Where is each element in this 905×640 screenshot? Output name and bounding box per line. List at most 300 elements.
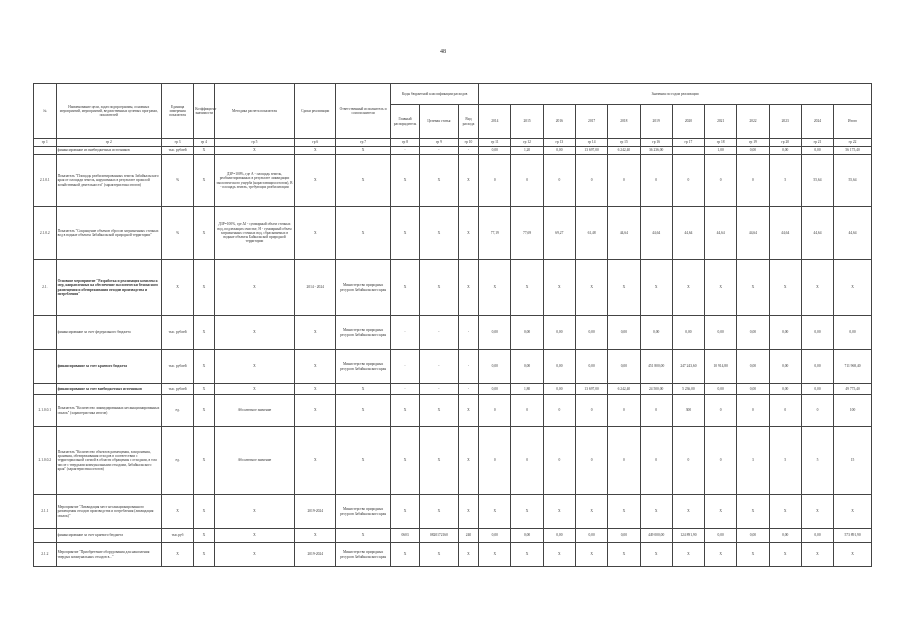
- table-cell: 44,64: [640, 207, 672, 260]
- table-cell: 0,00: [479, 529, 511, 543]
- table-cell: тыс. рублей: [161, 147, 193, 155]
- table-cell: 573 891,90: [834, 529, 872, 543]
- table-cell: -: [420, 384, 459, 395]
- table-cell: X: [194, 147, 214, 155]
- table-cell: 0: [769, 395, 801, 427]
- table-cell: 0,00: [608, 350, 640, 384]
- table-cell: X: [194, 350, 214, 384]
- column-number-cell: гр 9: [420, 139, 459, 147]
- header-budget-codes: Коды бюджетной классификации расходов: [391, 84, 479, 105]
- table-cell: X: [391, 155, 420, 207]
- table-cell: X: [336, 147, 391, 155]
- column-number-cell: гр 2: [56, 139, 161, 147]
- table-cell: 0,00: [705, 529, 737, 543]
- table-cell: X: [420, 207, 459, 260]
- table-row: [34, 260, 872, 316]
- table-cell: X: [214, 147, 295, 155]
- table-cell: 2019-2024: [295, 543, 336, 567]
- header-coef: Коэффициент значимости: [194, 84, 214, 139]
- table-cell: 13 697,00: [575, 384, 607, 395]
- header-year: 2022: [737, 105, 769, 139]
- table-cell: X: [737, 495, 769, 529]
- table-cell: %: [161, 207, 193, 260]
- table-cell: X: [479, 495, 511, 529]
- table-cell: X: [295, 147, 336, 155]
- table-cell: 1,80: [511, 384, 543, 395]
- table-cell: -: [391, 384, 420, 395]
- table-cell: 0,00: [737, 147, 769, 155]
- table-cell: 56 175,40: [834, 147, 872, 155]
- table-cell: 0,00: [801, 316, 833, 350]
- header-year: 2020: [672, 105, 704, 139]
- column-number-cell: гр 7: [336, 139, 391, 147]
- table-cell: ДЗР=100%, где А - площадь земель, реабилитированных в результате ликвидации экологического ущерба (нарастающим итогом), В - площадь земель, требующих реабилитации: [214, 155, 295, 207]
- header-year: 2014: [479, 105, 511, 139]
- table-cell: [34, 350, 57, 384]
- table-cell: 711 968,40: [834, 350, 872, 384]
- table-cell: X: [391, 207, 420, 260]
- header-section: Целевая статья: [420, 105, 459, 139]
- table-cell: ед.: [161, 395, 193, 427]
- table-cell: X: [194, 529, 214, 543]
- table-cell: X: [420, 260, 459, 316]
- column-number-cell: гр 10: [458, 139, 478, 147]
- header-year: 2017: [575, 105, 607, 139]
- table-cell: Министерство природных ресурсов Забайкальского края: [336, 316, 391, 350]
- column-number-cell: гр 20: [769, 139, 801, 147]
- table-cell: 61,48: [575, 207, 607, 260]
- table-cell: финансирование из внебюджетных источников: [56, 147, 161, 155]
- table-cell: Абсолютное значение: [214, 427, 295, 495]
- table-cell: X: [295, 529, 336, 543]
- column-number-cell: гр 15: [608, 139, 640, 147]
- table-cell: тыс. рублей: [161, 350, 193, 384]
- table-cell: X: [458, 395, 478, 427]
- table-cell: 2019-2024: [295, 495, 336, 529]
- table-cell: -: [458, 147, 478, 155]
- table-cell: X: [801, 260, 833, 316]
- column-number-cell: гр 16: [640, 139, 672, 147]
- table-cell: X: [458, 207, 478, 260]
- table-cell: X: [295, 316, 336, 350]
- table-cell: X: [161, 260, 193, 316]
- table-cell: Мероприятие "Ликвидация мест несанкционированного размещения отходов производства и потребления (ликвидация свалок)": [56, 495, 161, 529]
- table-cell: финансирование за счет краевого бюджета: [56, 350, 161, 384]
- table-cell: X: [672, 495, 704, 529]
- table-cell: X: [834, 260, 872, 316]
- table-cell: 0,00: [801, 529, 833, 543]
- header-unit: Единица измерения показателя: [161, 84, 193, 139]
- table-cell: 240: [458, 529, 478, 543]
- table-cell: X: [511, 495, 543, 529]
- table-cell: -: [391, 316, 420, 350]
- header-name: Наименование цели, задач подпрограммы, основных мероприятий, мероприятий, ведомственных целевых программ, показателей: [56, 84, 161, 139]
- table-cell: 0,00: [705, 316, 737, 350]
- table-cell: X: [420, 543, 459, 567]
- table-cell: X: [194, 155, 214, 207]
- column-number-cell: гр 19: [737, 139, 769, 147]
- table-row: [34, 395, 872, 427]
- table-cell: 10 914,80: [705, 350, 737, 384]
- table-cell: -: [420, 147, 459, 155]
- table-cell: 55,64: [834, 155, 872, 207]
- table-cell: X: [543, 543, 575, 567]
- table-cell: 0: [801, 395, 833, 427]
- table-cell: X: [194, 427, 214, 495]
- table-cell: 0,00: [769, 529, 801, 543]
- column-number-cell: гр 14: [575, 139, 607, 147]
- table-cell: 0,00: [769, 350, 801, 384]
- table-cell: 0,00: [479, 350, 511, 384]
- table-cell: X: [295, 384, 336, 395]
- table-cell: X: [672, 543, 704, 567]
- table-cell: 6 242,40: [608, 147, 640, 155]
- table-cell: 0: [543, 395, 575, 427]
- table-cell: X: [737, 543, 769, 567]
- table-cell: 0: [737, 395, 769, 427]
- table-cell: 0: [575, 155, 607, 207]
- table-cell: 0,00: [543, 384, 575, 395]
- table-cell: -: [391, 350, 420, 384]
- table-cell: X: [705, 260, 737, 316]
- table-cell: X: [801, 543, 833, 567]
- table-row: [34, 207, 872, 260]
- table-cell: X: [336, 427, 391, 495]
- header-year: 2019: [640, 105, 672, 139]
- table-cell: X: [801, 495, 833, 529]
- table-cell: 2.1.1: [34, 495, 57, 529]
- table-cell: 0: [479, 155, 511, 207]
- table-cell: тыс.руб: [161, 529, 193, 543]
- table-cell: X: [769, 260, 801, 316]
- table-cell: 5 236,00: [672, 384, 704, 395]
- table-cell: 77,19: [479, 207, 511, 260]
- table-cell: 0,00: [479, 316, 511, 350]
- table-cell: 0: [511, 395, 543, 427]
- table-cell: 49 775,40: [834, 384, 872, 395]
- header-year: 2016: [543, 105, 575, 139]
- program-indicators-table: [33, 83, 872, 567]
- table-row: [34, 316, 872, 350]
- table-cell: тыс. рублей: [161, 384, 193, 395]
- table-cell: 1,20: [511, 147, 543, 155]
- table-row: [34, 427, 872, 495]
- table-cell: X: [420, 495, 459, 529]
- column-number-cell: гр 18: [705, 139, 737, 147]
- table-cell: 5: [801, 427, 833, 495]
- table-cell: 0,00: [801, 384, 833, 395]
- table-cell: X: [834, 543, 872, 567]
- table-cell: 44,64: [672, 207, 704, 260]
- table-cell: 0,00: [769, 147, 801, 155]
- table-cell: X: [295, 350, 336, 384]
- table-cell: X: [769, 543, 801, 567]
- table-cell: [34, 316, 57, 350]
- table-cell: 0,00: [801, 147, 833, 155]
- table-cell: [672, 147, 704, 155]
- table-cell: -: [420, 316, 459, 350]
- table-cell: X: [194, 395, 214, 427]
- header-chief-admin: Главный распорядитель: [391, 105, 420, 139]
- table-cell: 15: [834, 427, 872, 495]
- table-cell: тыс. рублей: [161, 316, 193, 350]
- table-cell: 55,64: [801, 155, 833, 207]
- table-cell: X: [391, 495, 420, 529]
- table-cell: X: [511, 260, 543, 316]
- table-cell: 0,00: [801, 350, 833, 384]
- table-cell: 0,00: [479, 384, 511, 395]
- table-cell: 0: [608, 395, 640, 427]
- table-cell: X: [336, 207, 391, 260]
- table-cell: 0: [672, 155, 704, 207]
- header-num: №: [34, 84, 57, 139]
- table-cell: 1,00: [705, 147, 737, 155]
- table-cell: 0,00: [511, 350, 543, 384]
- table-cell: X: [391, 395, 420, 427]
- table-cell: X: [194, 384, 214, 395]
- table-cell: 69,27: [543, 207, 575, 260]
- table-cell: X: [214, 260, 295, 316]
- table-cell: X: [214, 384, 295, 395]
- table-cell: 5: [769, 427, 801, 495]
- table-cell: X: [834, 495, 872, 529]
- table-row: [34, 543, 872, 567]
- table-cell: 0: [543, 427, 575, 495]
- table-cell: X: [672, 260, 704, 316]
- table-cell: 44,64: [834, 207, 872, 260]
- header-year: 2018: [608, 105, 640, 139]
- table-cell: X: [194, 316, 214, 350]
- table-cell: 0,00: [737, 384, 769, 395]
- table-cell: X: [420, 427, 459, 495]
- header-total: Итого: [834, 105, 872, 139]
- table-cell: X: [214, 350, 295, 384]
- table-row: [34, 350, 872, 384]
- table-cell: X: [543, 260, 575, 316]
- table-cell: X: [608, 260, 640, 316]
- table-cell: 0,00: [511, 316, 543, 350]
- table-cell: 24 500,00: [640, 384, 672, 395]
- table-cell: X: [479, 260, 511, 316]
- table-cell: 0: [479, 395, 511, 427]
- table-cell: 0,00: [672, 316, 704, 350]
- table-cell: X: [336, 395, 391, 427]
- table-cell: -: [391, 147, 420, 155]
- table-cell: X: [769, 495, 801, 529]
- table-cell: 0: [705, 427, 737, 495]
- header-values-by-year: Значения по годам реализации: [479, 84, 872, 105]
- table-cell: X: [458, 155, 478, 207]
- table-cell: 0,00: [737, 316, 769, 350]
- table-cell: ед.: [161, 427, 193, 495]
- table-cell: 2.1.0.1: [34, 155, 57, 207]
- table-cell: X: [511, 543, 543, 567]
- table-cell: Министерство природных ресурсов Забайкальского края: [336, 543, 391, 567]
- column-number-cell: гр 13: [543, 139, 575, 147]
- table-cell: [34, 147, 57, 155]
- table-cell: финансирование за счет внебюджетных источников: [56, 384, 161, 395]
- table-cell: X: [458, 260, 478, 316]
- header-method: Методика расчета показателя: [214, 84, 295, 139]
- table-cell: X: [575, 495, 607, 529]
- table-cell: X: [161, 495, 193, 529]
- table-cell: 0,00: [737, 350, 769, 384]
- table-cell: X: [214, 316, 295, 350]
- table-cell: 0,00: [737, 529, 769, 543]
- table-row: [34, 495, 872, 529]
- column-number-cell: гр 4: [194, 139, 214, 147]
- table-row: [34, 529, 872, 543]
- table-cell: X: [458, 427, 478, 495]
- table-cell: 0: [543, 155, 575, 207]
- table-cell: X: [479, 543, 511, 567]
- table-cell: 0: [737, 155, 769, 207]
- table-cell: 44,64: [608, 207, 640, 260]
- table-cell: X: [295, 155, 336, 207]
- table-cell: 0,00: [575, 529, 607, 543]
- table-cell: -: [458, 350, 478, 384]
- header-terms: Сроки реализации: [295, 84, 336, 139]
- table-cell: X: [737, 260, 769, 316]
- column-number-cell: гр 11: [479, 139, 511, 147]
- table-cell: 0,00: [543, 316, 575, 350]
- table-cell: 100: [834, 395, 872, 427]
- table-cell: 124 891,90: [672, 529, 704, 543]
- table-cell: 0,00: [769, 384, 801, 395]
- table-cell: 5: [769, 155, 801, 207]
- table-cell: Показатель "Площадь реабилитированных земель Забайкальского края от площади земель, нарушенных в результате прошлой хозяйственной деятельности" (характеристика итогов): [56, 155, 161, 207]
- table-cell: X: [161, 543, 193, 567]
- table-cell: Мероприятие "Приобретение оборудования для накопления твердых коммунальных отходов в...": [56, 543, 161, 567]
- table-cell: 36 236,00: [640, 147, 672, 155]
- column-number-cell: гр 17: [672, 139, 704, 147]
- header-year: 2015: [511, 105, 543, 139]
- table-cell: X: [194, 207, 214, 260]
- table-cell: ДЗР=100%, где ΔJ - суммарный объем сточных вод, подлежащих очистке, Н - суммарный объем загрязненных сточных вод, сбрасываемых в водные объекты Байкальской природной территории: [214, 207, 295, 260]
- column-number-cell: гр 8: [391, 139, 420, 147]
- table-cell: Показатель "Количество объектов размещения, захоронения, хранения, обезвреживания отходов в соответствии с территориальной схемой в области обращения с отходами, в том числе с твердыми коммунальными отходами, Забайкальского края" (характеристика итогов): [56, 427, 161, 495]
- table-cell: X: [194, 543, 214, 567]
- table-cell: X: [705, 543, 737, 567]
- table-cell: X: [391, 260, 420, 316]
- table-cell: X: [458, 495, 478, 529]
- table-cell: 0: [479, 427, 511, 495]
- table-cell: 0,00: [543, 147, 575, 155]
- table-cell: 0: [608, 155, 640, 207]
- table-cell: 0,00: [608, 316, 640, 350]
- table-cell: X: [295, 427, 336, 495]
- table-cell: 0: [705, 395, 737, 427]
- table-cell: X: [608, 495, 640, 529]
- table-cell: 2.1.0.0.2: [34, 427, 57, 495]
- table-cell: 2014 - 2024: [295, 260, 336, 316]
- table-cell: 13 697,00: [575, 147, 607, 155]
- table-cell: 0,00: [608, 529, 640, 543]
- table-cell: X: [458, 543, 478, 567]
- table-cell: 0,00: [705, 384, 737, 395]
- table-cell: X: [705, 495, 737, 529]
- table-cell: 0: [705, 155, 737, 207]
- table-cell: 0: [640, 155, 672, 207]
- table-cell: 0820172160: [420, 529, 459, 543]
- table-cell: 247 243,60: [672, 350, 704, 384]
- header-year: 2023: [769, 105, 801, 139]
- table-cell: 300: [672, 395, 704, 427]
- table-cell: 0: [608, 427, 640, 495]
- table-cell: X: [214, 495, 295, 529]
- table-cell: X: [640, 543, 672, 567]
- table-cell: 2.1.0.2: [34, 207, 57, 260]
- table-row: [34, 147, 872, 155]
- table-cell: 2.1.: [34, 260, 57, 316]
- table-cell: 0,00: [575, 350, 607, 384]
- header-year: 2021: [705, 105, 737, 139]
- table-cell: 0,00: [511, 529, 543, 543]
- column-number-cell: гр 5: [214, 139, 295, 147]
- table-cell: Показатель "Количество ликвидированных несанкционированных свалок" (характеристика итогов): [56, 395, 161, 427]
- table-cell: [34, 384, 57, 395]
- table-cell: -: [458, 384, 478, 395]
- table-cell: 6 242,40: [608, 384, 640, 395]
- table-cell: X: [336, 529, 391, 543]
- table-cell: 0: [640, 395, 672, 427]
- table-cell: X: [420, 155, 459, 207]
- table-cell: 44,64: [705, 207, 737, 260]
- column-number-cell: гр 3: [161, 139, 193, 147]
- table-cell: 77,69: [511, 207, 543, 260]
- table-cell: 0,00: [543, 350, 575, 384]
- table-cell: 0,00: [640, 316, 672, 350]
- table-cell: 0,00: [479, 147, 511, 155]
- table-cell: X: [295, 395, 336, 427]
- table-cell: -: [458, 316, 478, 350]
- table-cell: 0,00: [543, 529, 575, 543]
- table-cell: 0: [575, 395, 607, 427]
- table-cell: X: [336, 155, 391, 207]
- table-cell: X: [608, 543, 640, 567]
- table-cell: 0: [640, 427, 672, 495]
- column-number-cell: гр 6: [295, 139, 336, 147]
- table-cell: X: [214, 529, 295, 543]
- table-cell: X: [194, 260, 214, 316]
- table-cell: 0: [575, 427, 607, 495]
- page-number: 48: [440, 49, 446, 55]
- column-number-cell: гр 1: [34, 139, 57, 147]
- table-cell: X: [194, 495, 214, 529]
- table-cell: X: [543, 495, 575, 529]
- table-cell: X: [640, 495, 672, 529]
- table-cell: Министерство природных ресурсов Забайкальского края: [336, 495, 391, 529]
- table-cell: 2.1.0.0.1: [34, 395, 57, 427]
- table-cell: Министерство природных ресурсов Забайкальского края: [336, 350, 391, 384]
- column-number-cell: гр 22: [834, 139, 872, 147]
- table-cell: 44,64: [737, 207, 769, 260]
- table-cell: X: [420, 395, 459, 427]
- table-row: [34, 384, 872, 395]
- table-cell: 451 800,00: [640, 350, 672, 384]
- table-cell: Основное мероприятие "Разработка и реализация комплекса мер, направленных на обеспечение экологически безопасного размещения и обезвреживания отходов производства и потребления": [56, 260, 161, 316]
- table-cell: 0: [511, 427, 543, 495]
- table-cell: 44,64: [769, 207, 801, 260]
- table-cell: X: [575, 260, 607, 316]
- header-year: 2024: [801, 105, 833, 139]
- table-cell: X: [295, 207, 336, 260]
- table-cell: 0603: [391, 529, 420, 543]
- table-cell: [34, 529, 57, 543]
- table-cell: Показатель "Сокращение объемов сбросов загрязненных сточных вод в водные объекты Забайкальской природной территории": [56, 207, 161, 260]
- table-row: [34, 155, 872, 207]
- table-cell: 0,00: [575, 316, 607, 350]
